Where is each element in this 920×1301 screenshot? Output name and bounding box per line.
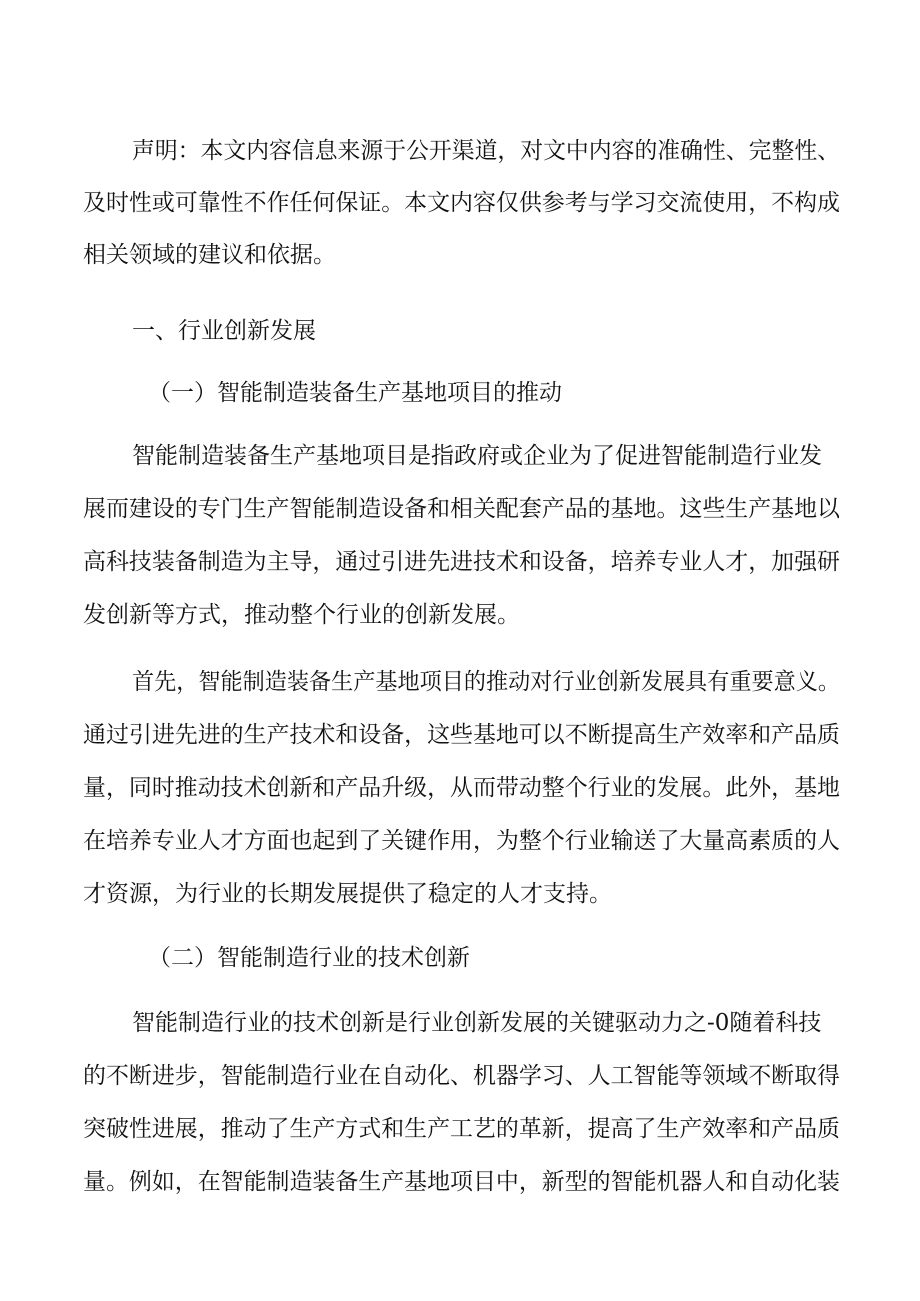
paragraph-line: 首先，智能制造装备生产基地项目的推动对行业创新发展具有重要意义。 — [132, 669, 840, 695]
paragraph-line: 的不断进步，智能制造行业在自动化、机器学习、人工智能等领域不断取得 — [83, 1063, 840, 1089]
paragraph-line: 通过引进先进的生产技术和设备，这些基地可以不断提高生产效率和产品质 — [83, 722, 840, 748]
paragraph-line: 智能制造行业的技术创新是行业创新发展的关键驱动力之-0随着科技 — [132, 1010, 822, 1036]
paragraph-line: 在培养专业人才方面也起到了关键作用，为整个行业输送了大量高素质的人 — [83, 828, 840, 854]
paragraph-line: 智能制造装备生产基地项目是指政府或企业为了促进智能制造行业发 — [132, 443, 822, 469]
paragraph-line: 突破性进展，推动了生产方式和生产工艺的革新，提高了生产效率和产品质 — [83, 1116, 840, 1142]
disclaimer-line: 相关领域的建议和依据。 — [83, 242, 336, 268]
paragraph-line: 量。例如，在智能制造装备生产基地项目中，新型的智能机器人和自动化装 — [83, 1169, 840, 1195]
disclaimer-line: 声明：本文内容信息来源于公开渠道，对文中内容的准确性、完整性、 — [132, 138, 840, 164]
section-heading: 一、行业创新发展 — [132, 318, 316, 344]
disclaimer-line: 及时性或可靠性不作任何保证。本文内容仅供参考与学习交流使用，不构成 — [83, 190, 840, 216]
paragraph-line: 发创新等方式，推动整个行业的创新发展。 — [83, 602, 520, 628]
subsection-heading: （一）智能制造装备生产基地项目的推动 — [148, 380, 562, 406]
paragraph-line: 高科技装备制造为主导，通过引进先进技术和设备，培养专业人才，加强研 — [83, 549, 840, 575]
paragraph-line: 量，同时推动技术创新和产品升级，从而带动整个行业的发展。此外，基地 — [83, 775, 840, 801]
subsection-heading: （二）智能制造行业的技术创新 — [148, 945, 470, 971]
paragraph-line: 才资源，为行业的长期发展提供了稳定的人才支持。 — [83, 881, 612, 907]
paragraph-line: 展而建设的专门生产智能制造设备和相关配套产品的基地。这些生产基地以 — [83, 496, 840, 522]
